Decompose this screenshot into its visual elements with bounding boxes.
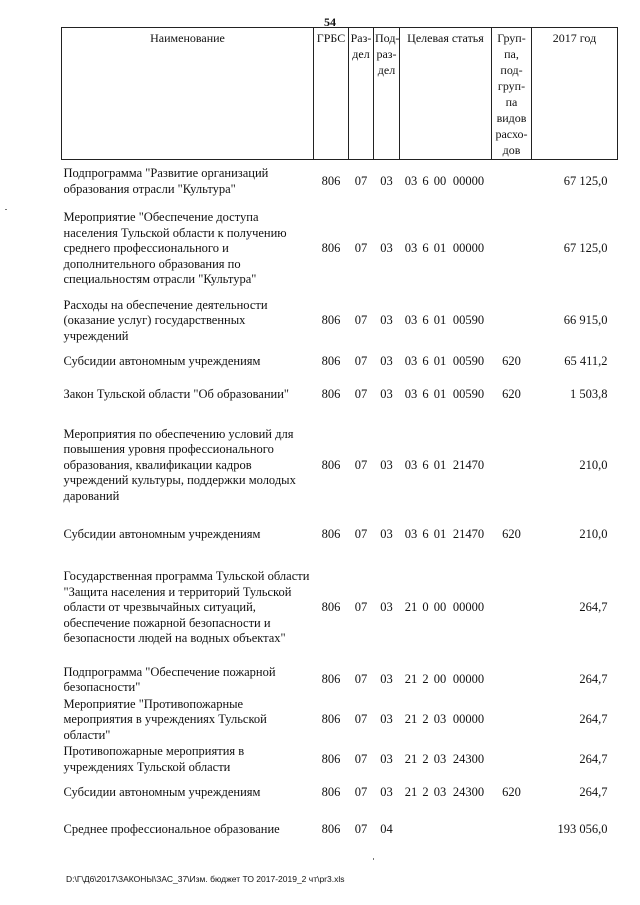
row-subsection: 03 [380, 457, 393, 472]
target-article-part: 03 [404, 174, 418, 188]
target-article-part: 6 [422, 527, 429, 542]
table-row [62, 204, 618, 295]
row-name: Закон Тульской области "Об образовании" [63, 387, 290, 402]
row-expense-group [492, 295, 532, 348]
table-row [62, 810, 618, 850]
table-row [62, 743, 618, 776]
target-article-part: 24300 [452, 785, 485, 800]
row-subsection: 03 [380, 672, 393, 687]
row-subsection: 03 [380, 387, 393, 402]
row-name: Подпрограмма "Обеспечение пожарной безопасности" [63, 664, 276, 694]
row-subsection: 03 [380, 751, 393, 766]
target-article-part: 00000 [452, 712, 485, 726]
table-row [62, 377, 618, 414]
target-article-part: 03 [433, 785, 447, 800]
row-amount: 65 411,2 [564, 354, 608, 369]
row-amount: 264,7 [579, 600, 608, 615]
target-article-part: 21470 [452, 457, 485, 472]
target-article-part: 00000 [452, 672, 485, 687]
row-target-article [400, 348, 492, 377]
target-article-part: 21470 [452, 527, 485, 542]
row-expense-group [492, 160, 532, 204]
table-row [62, 664, 618, 697]
row-subsection: 03 [380, 241, 393, 256]
row-name: Противопожарные мероприятия в учреждениях Тульской области [63, 744, 245, 774]
row-amount: 264,7 [579, 785, 608, 800]
row-section: 07 [354, 387, 368, 402]
target-article-part: 0 [422, 600, 429, 615]
row-expense-group [492, 697, 532, 744]
row-expense-group: 620 [502, 785, 521, 800]
row-subsection: 03 [380, 354, 393, 369]
row-target-article [400, 697, 492, 744]
row-subsection: 04 [380, 822, 393, 837]
target-article-part: 03 [404, 527, 418, 542]
row-target-article [400, 553, 492, 664]
row-section: 07 [354, 785, 368, 800]
row-section: 07 [354, 712, 368, 726]
target-article-part: 00 [433, 672, 447, 687]
target-article-part: 6 [422, 354, 429, 369]
table-row [62, 160, 618, 204]
row-amount: 1 503,8 [570, 387, 608, 402]
row-expense-group: 620 [502, 354, 521, 369]
row-section: 07 [354, 313, 368, 328]
row-amount: 67 125,0 [563, 241, 608, 256]
scan-speck [5, 209, 7, 210]
row-name: Расходы на обеспечение деятельности (оказание услуг) государственных учреждений [63, 297, 268, 343]
target-article-part: 2 [422, 785, 429, 800]
row-expense-group [492, 664, 532, 697]
row-target-article [400, 295, 492, 348]
target-article-part: 00 [433, 600, 447, 615]
target-article-part: 00590 [452, 387, 485, 402]
row-amount: 67 125,0 [563, 174, 608, 188]
table-row [62, 295, 618, 348]
row-grbs: 806 [321, 600, 341, 615]
row-subsection: 03 [380, 174, 393, 188]
target-article-part: 6 [422, 241, 429, 256]
row-target-article [400, 518, 492, 553]
row-amount: 210,0 [579, 527, 608, 542]
row-grbs: 806 [321, 174, 341, 188]
target-article-part: 21 [404, 672, 418, 687]
target-article-part: 2 [422, 751, 429, 766]
row-grbs: 806 [321, 785, 341, 800]
scan-speck [373, 858, 374, 860]
row-target-article [400, 160, 492, 204]
row-name: Мероприятие "Обеспечение доступа населения Тульской области к получению среднего профессионального и дополнительного образования по специальностям отрасли "Культура" [63, 210, 287, 287]
row-expense-group: 620 [502, 527, 521, 542]
row-subsection: 03 [380, 712, 393, 726]
row-subsection: 03 [380, 527, 393, 542]
row-amount: 264,7 [579, 751, 608, 766]
row-expense-group [492, 810, 532, 850]
table-row [62, 414, 618, 518]
target-article-part: 03 [404, 241, 418, 256]
table-row [62, 348, 618, 377]
row-grbs: 806 [321, 241, 341, 256]
row-target-article [400, 810, 492, 850]
header-subsection: Под- раз- дел [374, 28, 400, 160]
row-section: 07 [354, 672, 368, 687]
table-row [62, 518, 618, 553]
row-grbs: 806 [321, 672, 341, 687]
target-article-part: 01 [433, 527, 447, 542]
target-article-part: 01 [433, 457, 447, 472]
row-subsection: 03 [380, 313, 393, 328]
table-header-row [62, 28, 618, 160]
row-grbs: 806 [321, 457, 341, 472]
row-section: 07 [354, 174, 368, 188]
row-grbs: 806 [321, 313, 341, 328]
row-target-article [400, 414, 492, 518]
row-name: Субсидии автономным учреждениям [63, 785, 261, 800]
target-article-part: 03 [404, 354, 418, 369]
row-target-article [400, 204, 492, 295]
table-row [62, 697, 618, 744]
row-name: Мероприятия по обеспечению условий для повышения уровня профессионального образования, квалификации кадров учреждений культуры, поддержки молодых дарований [63, 426, 296, 503]
target-article-part: 03 [433, 751, 447, 766]
row-grbs: 806 [321, 822, 341, 837]
row-grbs: 806 [321, 354, 341, 369]
table-row [62, 553, 618, 664]
header-expense-group: Груп- па, под- груп- па видов расхо- дов [492, 28, 532, 160]
row-name: Среднее профессиональное образование [63, 822, 280, 837]
target-article-part: 24300 [452, 751, 485, 766]
target-article-part: 00590 [452, 354, 485, 369]
row-amount: 264,7 [579, 712, 608, 726]
header-target-article: Целевая статья [400, 28, 492, 160]
target-article-part: 01 [433, 241, 447, 256]
target-article-part: 21 [404, 785, 418, 800]
row-section: 07 [354, 241, 368, 256]
target-article-part: 03 [433, 712, 447, 726]
row-section: 07 [354, 527, 368, 542]
row-name: Государственная программа Тульской области "Защита населения и территорий Тульской области от чрезвычайных ситуаций, обеспечение пожарной безопасности и безопасности людей на водных объектах" [63, 569, 310, 646]
target-article-part: 6 [422, 313, 429, 328]
header-section: Раз- дел [349, 28, 374, 160]
target-article-part: 01 [433, 313, 447, 328]
target-article-part: 00000 [452, 600, 485, 615]
row-subsection: 03 [380, 785, 393, 800]
file-path-footer: D:\Г\Д6\2017\ЗАКОНЫ\ЗАС_37\Изм. бюджет ТО 2017-2019_2 чт\pr3.xls [66, 874, 345, 884]
row-expense-group [492, 743, 532, 776]
target-article-part: 21 [404, 751, 418, 766]
target-article-part: 03 [404, 387, 418, 402]
header-grbs: ГРБС [314, 28, 349, 160]
row-expense-group: 620 [502, 387, 521, 402]
row-section: 07 [354, 822, 368, 837]
table-row [62, 776, 618, 810]
target-article-part: 03 [404, 313, 418, 328]
target-article-part: 2 [422, 712, 429, 726]
row-section: 07 [354, 751, 368, 766]
target-article-part: 00 [433, 174, 447, 188]
target-article-part: 6 [422, 387, 429, 402]
row-grbs: 806 [321, 527, 341, 542]
target-article-part: 00000 [452, 241, 485, 256]
header-year-2017: 2017 год [532, 28, 618, 160]
row-grbs: 806 [321, 387, 341, 402]
page-number: 54 [324, 15, 336, 29]
row-amount: 193 056,0 [557, 822, 608, 837]
target-article-part: 21 [404, 600, 418, 615]
target-article-part: 01 [433, 354, 447, 369]
target-article-part: 01 [433, 387, 447, 402]
row-expense-group [492, 204, 532, 295]
row-name: Субсидии автономным учреждениям [63, 354, 261, 369]
budget-table [61, 27, 618, 850]
row-expense-group [492, 553, 532, 664]
row-target-article [400, 743, 492, 776]
row-expense-group [492, 414, 532, 518]
row-section: 07 [354, 354, 368, 369]
target-article-part: 21 [404, 712, 418, 726]
target-article-part: 6 [422, 174, 429, 188]
target-article-part: 2 [422, 672, 429, 687]
row-target-article [400, 664, 492, 697]
target-article-part: 00590 [452, 313, 485, 328]
row-name: Мероприятие "Противопожарные мероприятия в учреждениях Тульской области" [63, 696, 267, 742]
header-name: Наименование [62, 28, 314, 160]
row-amount: 210,0 [579, 457, 608, 472]
row-target-article [400, 776, 492, 810]
row-grbs: 806 [321, 712, 341, 726]
row-target-article [400, 377, 492, 414]
row-name: Субсидии автономным учреждениям [63, 527, 261, 542]
row-subsection: 03 [380, 600, 393, 615]
row-section: 07 [354, 600, 368, 615]
row-amount: 66 915,0 [563, 313, 608, 328]
target-article-part: 03 [404, 457, 418, 472]
target-article-part: 6 [422, 457, 429, 472]
row-section: 07 [354, 457, 368, 472]
row-grbs: 806 [321, 751, 341, 766]
target-article-part: 00000 [452, 174, 485, 188]
row-amount: 264,7 [579, 672, 608, 687]
row-name: Подпрограмма "Развитие организаций образования отрасли "Культура" [63, 166, 269, 196]
